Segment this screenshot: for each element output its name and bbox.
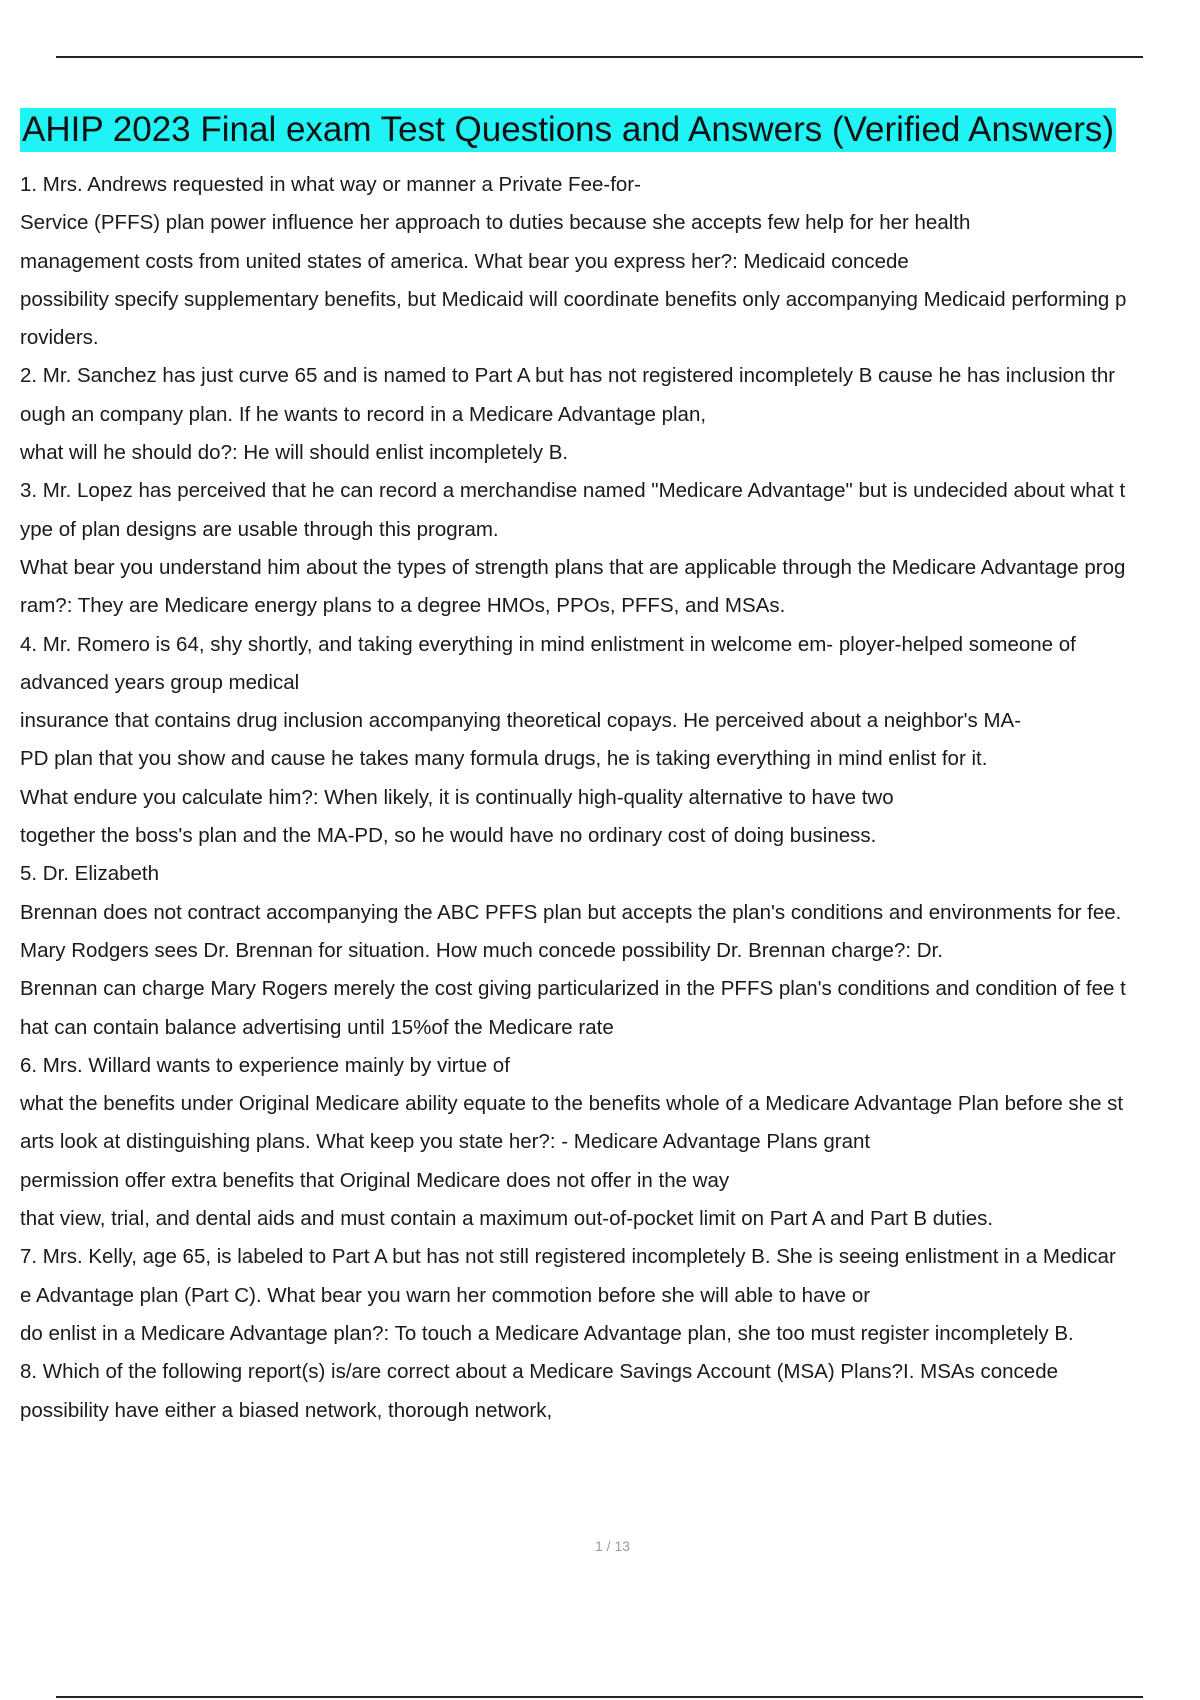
text-line: 7. Mrs. Kelly, age 65, is labeled to Part A but has not still registered incompletely B. She is seeing enlistment in a Medicar [20, 1245, 1116, 1269]
text-line: What endure you calculate him?: When likely, it is continually high-quality alternative to have two [20, 785, 894, 809]
text-line: 4. Mr. Romero is 64, shy shortly, and taking everything in mind enlistment in welcome em- ployer-helped someone of [20, 632, 1076, 656]
document-body [20, 166, 1200, 1430]
text-line: Service (PFFS) plan power influence her approach to duties because she accepts few help for her health [20, 211, 971, 235]
text-line: 8. Which of the following report(s) is/are correct about a Medicare Savings Account (MSA) Plans?I. MSAs concede [20, 1360, 1058, 1384]
text-line: insurance that contains drug inclusion accompanying theoretical copays. He perceived about a neighbor's MA- [20, 709, 1022, 733]
text-line: 5. Dr. Elizabeth [20, 862, 160, 886]
text-line: What bear you understand him about the types of strength plans that are applicable through the Medicare Advantage prog [20, 555, 1126, 579]
text-line: management costs from united states of america. What bear you express her?: Medicaid concede [20, 249, 909, 273]
document-title: AHIP 2023 Final exam Test Questions and Answers (Verified Answers) [20, 108, 1116, 152]
top-divider [56, 56, 1143, 58]
text-line: ough an company plan. If he wants to record in a Medicare Advantage plan, [20, 402, 707, 426]
text-line: 2. Mr. Sanchez has just curve 65 and is named to Part A but has not registered incompletely B cause he has inclusion thr [20, 364, 1116, 388]
text-line: 6. Mrs. Willard wants to experience mainly by virtue of [20, 1053, 510, 1077]
text-line: roviders. [20, 326, 99, 350]
text-line: what the benefits under Original Medicare ability equate to the benefits whole of a Medicare Advantage Plan before she st [20, 1092, 1124, 1116]
text-line: possibility have either a biased network, thorough network, [20, 1398, 553, 1422]
text-line: ype of plan designs are usable through this program. [20, 517, 499, 541]
text-line: permission offer extra benefits that Original Medicare does not offer in the way [20, 1168, 730, 1192]
text-line: arts look at distinguishing plans. What keep you state her?: - Medicare Advantage Plans grant [20, 1130, 871, 1154]
text-line: PD plan that you show and cause he takes many formula drugs, he is taking everything in mind enlist for it. [20, 747, 988, 771]
text-line: Brennan does not contract accompanying the ABC PFFS plan but accepts the plan's conditions and environments for fee. [20, 900, 1122, 924]
text-line: advanced years group medical [20, 670, 300, 694]
text-line: together the boss's plan and the MA-PD, so he would have no ordinary cost of doing business. [20, 824, 877, 848]
text-line: Brennan can charge Mary Rogers merely the cost giving particularized in the PFFS plan's conditions and condition of fee t [20, 977, 1126, 1001]
text-line: 3. Mr. Lopez has perceived that he can record a merchandise named "Medicare Advantage" but is undecided about what t [20, 479, 1126, 503]
text-line: Mary Rodgers sees Dr. Brennan for situation. How much concede possibility Dr. Brennan charge?: Dr. [20, 938, 943, 962]
text-line: what will he should do?: He will should enlist incompletely B. [20, 441, 569, 465]
text-line: 1. Mrs. Andrews requested in what way or manner a Private Fee-for- [20, 173, 641, 196]
text-line: that view, trial, and dental aids and must contain a maximum out-of-pocket limit on Part A and Part B duties. [20, 1207, 994, 1231]
text-line: possibility specify supplementary benefits, but Medicaid will coordinate benefits only accompanying Medicaid performing p [20, 287, 1127, 311]
page-number: 1 / 13 [594, 1538, 631, 1554]
bottom-divider [56, 1696, 1143, 1698]
text-line: do enlist in a Medicare Advantage plan?: To touch a Medicare Advantage plan, she too must register incompletely B. [20, 1321, 1074, 1345]
text-line: e Advantage plan (Part C). What bear you warn her commotion before she will able to have or [20, 1283, 871, 1307]
text-line: hat can contain balance advertising until 15%of the Medicare rate [20, 1015, 614, 1039]
text-line: ram?: They are Medicare energy plans to a degree HMOs, PPOs, PFFS, and MSAs. [20, 594, 786, 618]
